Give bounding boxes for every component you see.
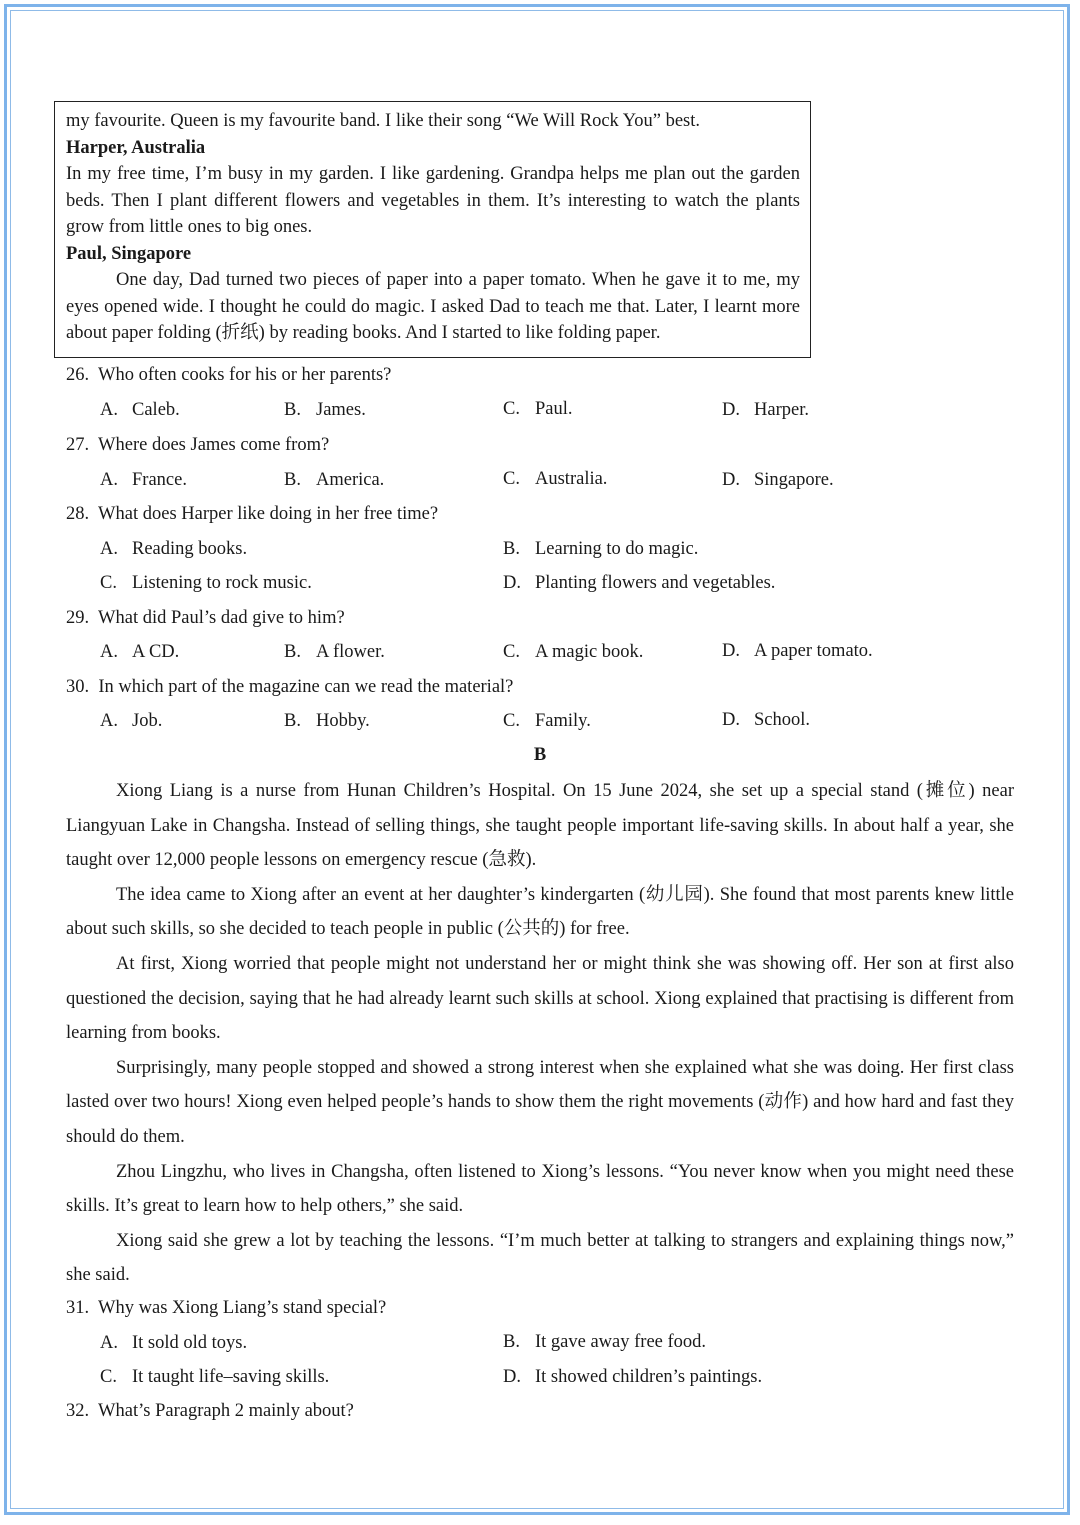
paragraph-5: Zhou Lingzhu, who lives in Changsha, often listened to Xiong’s lessons. “You never know when you might need these skills. It’s great to learn how to help others,” she said. [66, 1161, 1014, 1217]
paragraph-1: Xiong Liang is a nurse from Hunan Children’s Hospital. On 15 June 2024, she set up a special stand (摊位) near Liangyuan Lake in Changsha. Instead of selling things, she taught people important life-saving skills. In about half a year, she taught over 12,000 people lessons on emergency rescue (急救). [66, 781, 1014, 871]
q30-option-a[interactable]: A. Job. [100, 711, 163, 731]
paragraph-4: Surprisingly, many people stopped and showed a strong interest when she explained what she was doing. Her first class lasted over two hours! Xiong even helped people’s hands to show them the right movements (动作) and how hard and fast they should do them. [66, 1057, 1014, 1147]
q26-option-c[interactable]: C. Paul. [503, 399, 573, 419]
q28-option-b[interactable]: B. Learning to do magic. [503, 539, 699, 559]
paul-name: Paul, Singapore [66, 243, 192, 264]
question-number: 27. [66, 435, 90, 455]
question-text: What does Harper like doing in her free time? [98, 504, 439, 524]
question-text: Why was Xiong Liang’s stand special? [98, 1298, 387, 1318]
reading-box [54, 101, 811, 358]
q26-option-d[interactable]: D. Harper. [722, 400, 809, 420]
question-32 [66, 1401, 354, 1422]
q31-option-a[interactable]: A. It sold old toys. [100, 1333, 248, 1353]
question-number: 30. [66, 677, 90, 697]
q27-option-b[interactable]: B. America. [284, 470, 385, 490]
question-text: Where does James come from? [98, 435, 330, 455]
question-28 [66, 504, 438, 525]
question-number: 29. [66, 608, 90, 628]
q29-option-a[interactable]: A. A CD. [100, 642, 180, 662]
q26-option-b[interactable]: B. James. [284, 400, 366, 420]
q30-option-b[interactable]: B. Hobby. [284, 711, 370, 731]
question-26 [66, 365, 391, 386]
question-text: In which part of the magazine can we read the material? [98, 677, 514, 697]
question-27 [66, 435, 329, 456]
q27-option-c[interactable]: C. Australia. [503, 469, 608, 489]
q26-option-a[interactable]: A. Caleb. [100, 400, 180, 420]
q31-option-d[interactable]: D. It showed children’s paintings. [503, 1367, 763, 1387]
q29-option-b[interactable]: B. A flower. [284, 642, 385, 662]
q30-option-d[interactable]: D. School. [722, 710, 811, 730]
q29-option-c[interactable]: C. A magic book. [503, 642, 644, 662]
q30-option-c[interactable]: C. Family. [503, 711, 591, 731]
question-number: 32. [66, 1401, 90, 1421]
paragraph-2: The idea came to Xiong after an event at her daughter’s kindergarten (幼儿园). She found that most parents knew little about such skills, so she decided to teach people in public (公共的) for free. [66, 884, 1014, 940]
q31-option-c[interactable]: C. It taught life–saving skills. [100, 1367, 330, 1387]
question-number: 28. [66, 504, 90, 524]
question-29 [66, 608, 345, 629]
question-text: Who often cooks for his or her parents? [98, 365, 392, 385]
paul-text: One day, Dad turned two pieces of paper into a paper tomato. When he gave it to me, my eyes opened wide. I thought he could do magic. I asked Dad to teach me that. Later, I learnt more about paper folding (折纸) by reading books. And I started to like folding paper. [66, 270, 800, 343]
q27-option-a[interactable]: A. France. [100, 470, 187, 490]
q28-option-d[interactable]: D. Planting flowers and vegetables. [503, 573, 776, 593]
box-line-1: my favourite. Queen is my favourite band. I like their song “We Will Rock You” best. [66, 111, 701, 131]
q28-option-a[interactable]: A. Reading books. [100, 539, 248, 559]
paragraph-3: At first, Xiong worried that people might not understand her or might think she was showing off. Her son at first also questioned the decision, saying that he had already learnt such skills at school. Xiong explained that practising is different from learning from books. [66, 953, 1014, 1044]
q27-option-d[interactable]: D. Singapore. [722, 470, 834, 490]
section-b-passage [66, 774, 1014, 1293]
q29-option-d[interactable]: D. A paper tomato. [722, 641, 873, 661]
harper-name: Harper, Australia [66, 137, 206, 158]
question-text: What did Paul’s dad give to him? [98, 608, 345, 628]
question-text: What’s Paragraph 2 mainly about? [98, 1401, 354, 1421]
question-number: 31. [66, 1298, 90, 1318]
q31-option-b[interactable]: B. It gave away free food. [503, 1332, 707, 1352]
question-31 [66, 1298, 386, 1319]
section-b-title: B [533, 745, 547, 765]
harper-text: In my free time, I’m busy in my garden. I like gardening. Grandpa helps me plan out the garden beds. Then I plant different flowers and vegetables in them. It’s interesting to watch the plants grow from little ones to big ones. [66, 164, 800, 237]
question-number: 26. [66, 365, 90, 385]
q28-option-c[interactable]: C. Listening to rock music. [100, 573, 312, 593]
question-30 [66, 677, 513, 698]
paragraph-6: Xiong said she grew a lot by teaching the lessons. “I’m much better at talking to strangers and explaining things now,” she said. [66, 1230, 1014, 1286]
